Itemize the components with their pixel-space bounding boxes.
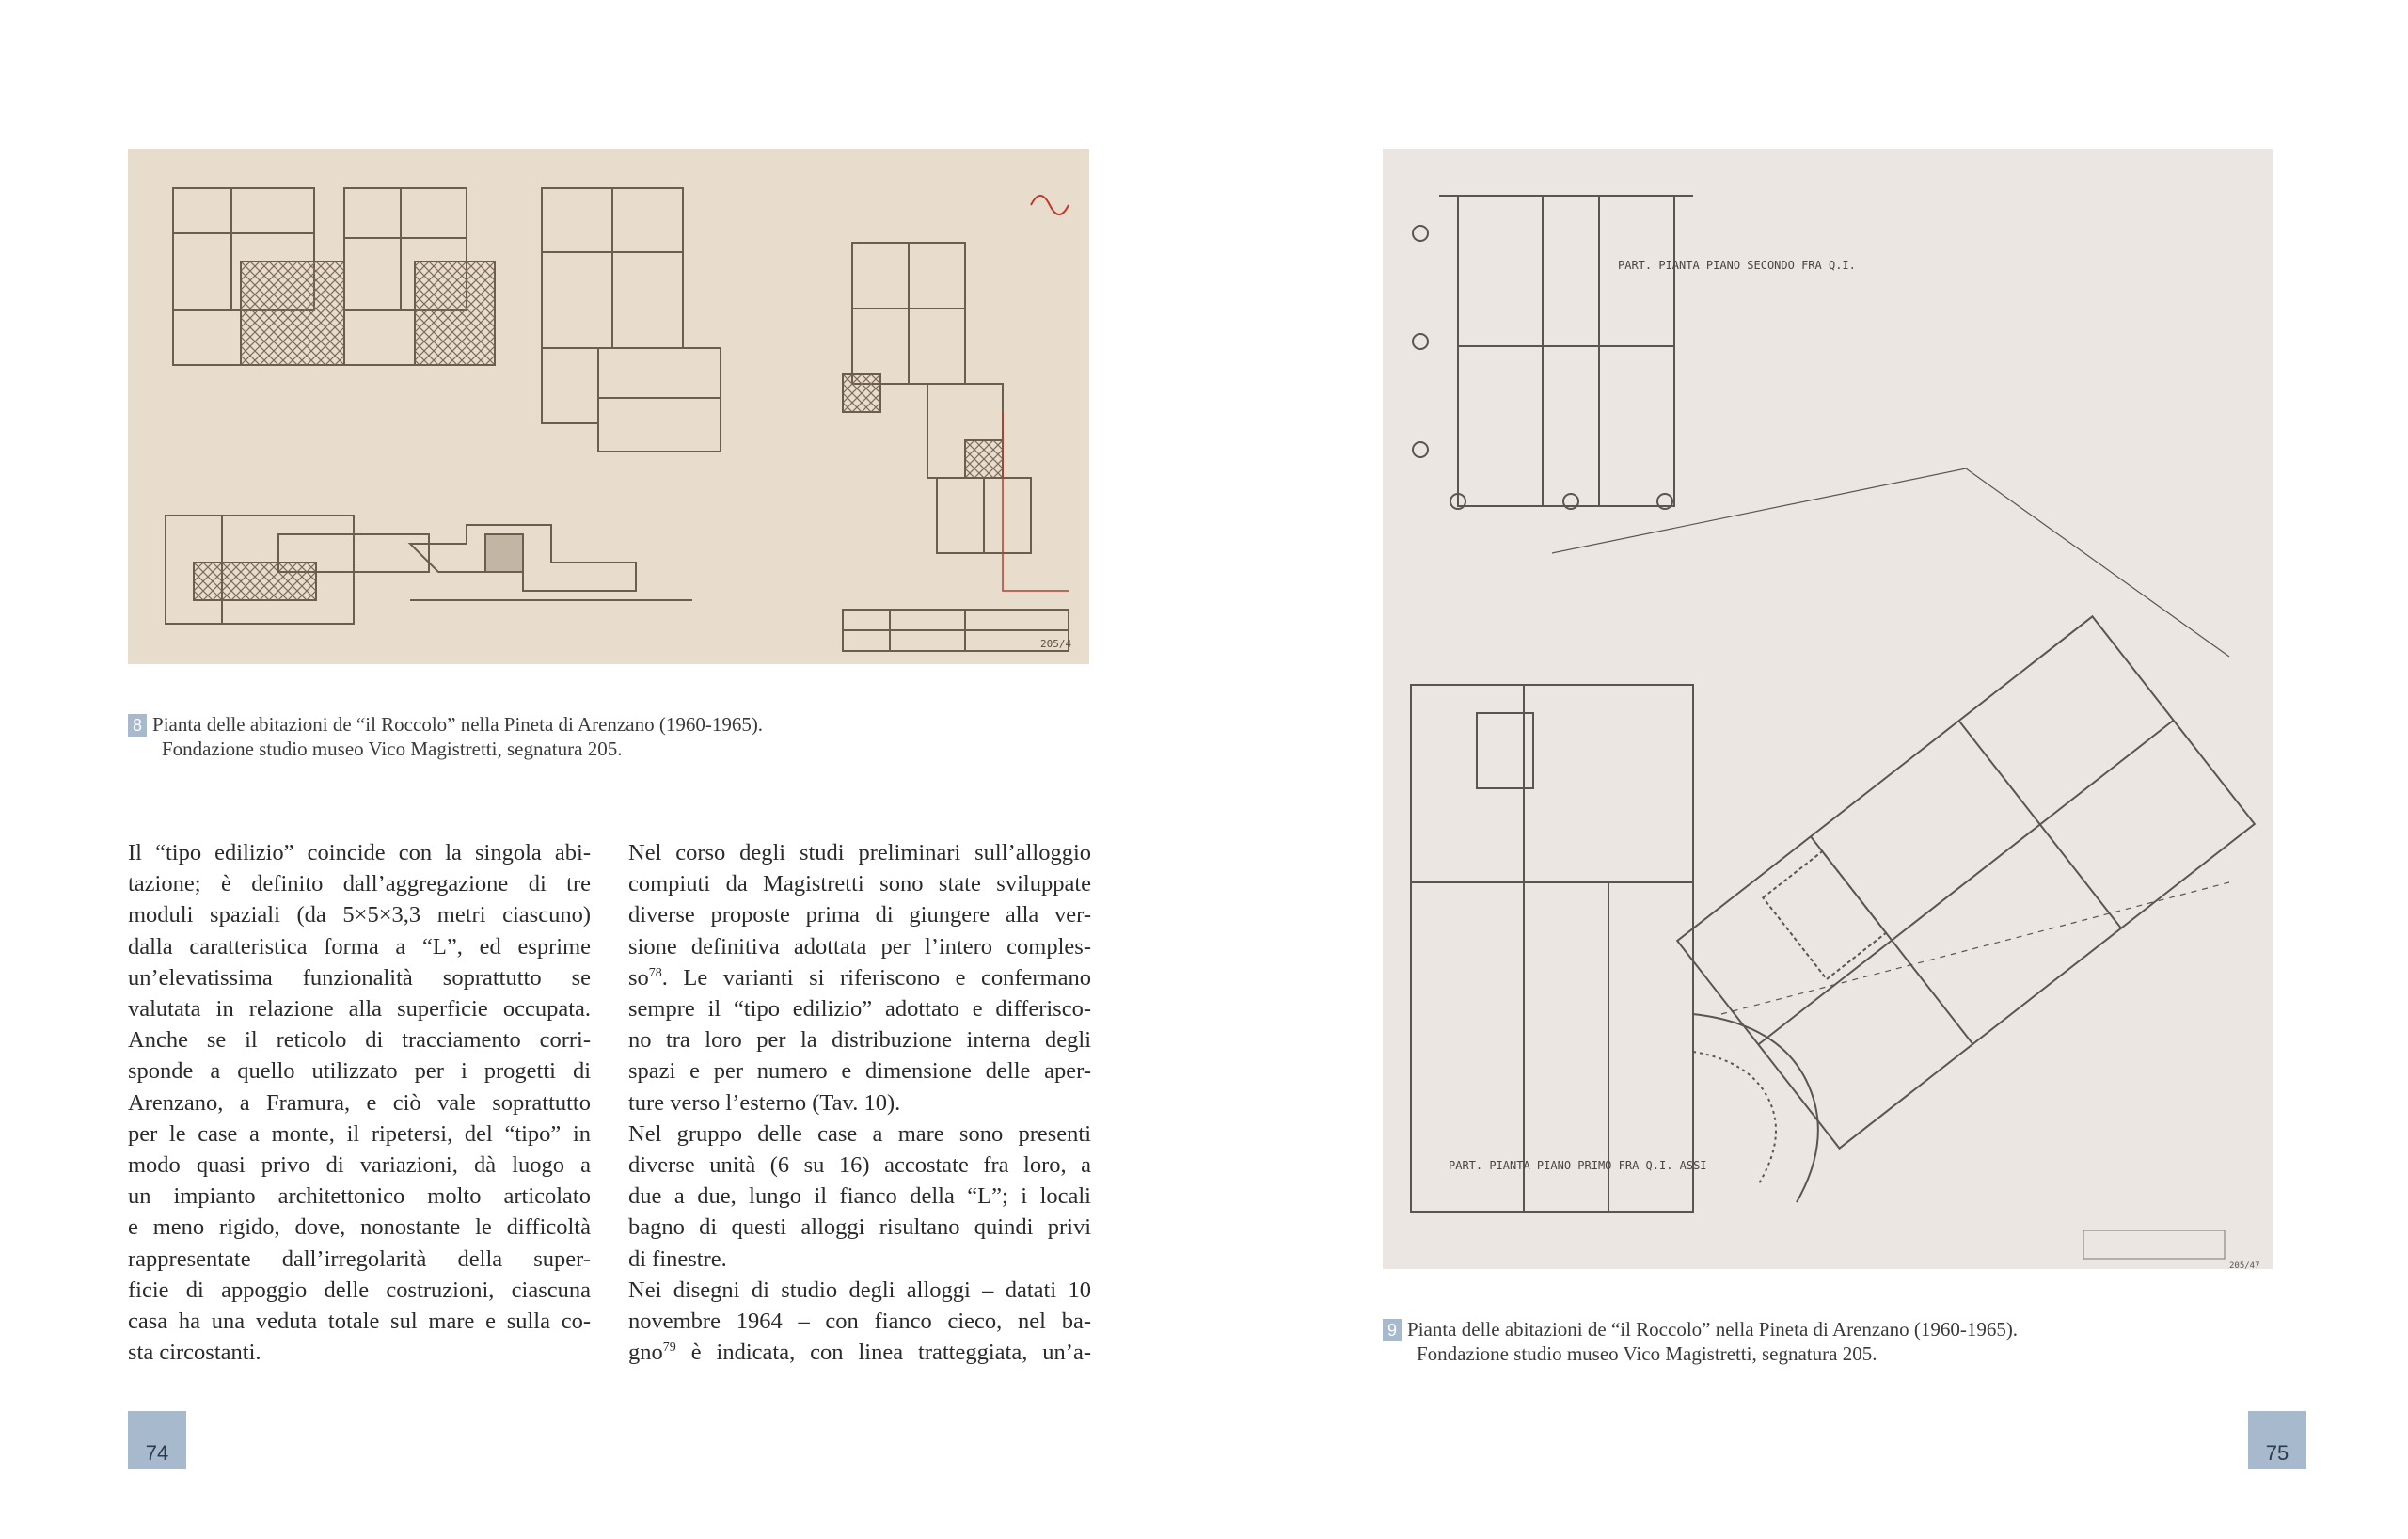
text-line: bagno di questi alloggi risultano quindi privi bbox=[628, 1214, 1091, 1241]
text-line: no tra loro per la distribuzione interna degli bbox=[628, 1027, 1091, 1054]
figure-number-badge: 9 bbox=[1383, 1319, 1402, 1341]
text-line: ture verso l’esterno (Tav. 10). bbox=[628, 1089, 901, 1116]
text-line: compiuti da Magistretti sono state sviluppate bbox=[628, 871, 1091, 897]
text-line: moduli spaziali (da 5×5×3,3 metri ciascuno) bbox=[128, 902, 591, 928]
right-paragraph-3 bbox=[628, 1275, 1091, 1369]
right-paragraph-2 bbox=[628, 1119, 1091, 1275]
text-line: spazi e per numero e dimensione delle aper- bbox=[628, 1058, 1091, 1085]
upper-plan-label: PART. PIANTA PIANO SECONDO FRA Q.I. bbox=[1618, 259, 1856, 272]
left-text-column bbox=[128, 837, 591, 1368]
sheet-number-8: 205/4 bbox=[1040, 638, 1072, 650]
text-line: sione definitiva adottata per l’intero comples- bbox=[628, 933, 1091, 960]
caption-line-1: Pianta delle abitazioni de “il Roccolo” nella Pineta di Arenzano (1960-1965). bbox=[1407, 1318, 2019, 1341]
text-line: diverse unità (6 su 16) accostate fra loro, a bbox=[628, 1152, 1091, 1179]
text-line: e meno rigido, dove, nonostante le difficoltà bbox=[128, 1214, 591, 1241]
figure-9-caption bbox=[1383, 1317, 2361, 1366]
text-line: due a due, lungo il fianco della “L”; i locali bbox=[628, 1183, 1091, 1210]
right-paragraph-1 bbox=[628, 837, 1091, 1119]
text-line: valutata in relazione alla superficie occupata. bbox=[128, 996, 591, 1023]
caption-line-1: Pianta delle abitazioni de “il Roccolo” nella Pineta di Arenzano (1960-1965). bbox=[152, 713, 764, 736]
text-line-with-footnote: gno$^{79}$ è indicata, con linea tratteggiata, un’a- bbox=[628, 1340, 1091, 1366]
caption-line-2: Fondazione studio museo Vico Magistretti, segnatura 205. bbox=[1417, 1342, 1877, 1365]
text-line: rappresentate dall’irregolarità della super- bbox=[128, 1245, 591, 1272]
text-line: di finestre. bbox=[628, 1245, 727, 1272]
text-line: modo quasi privo di variazioni, dà luogo a bbox=[128, 1152, 591, 1179]
text-line: dalla caratteristica forma a “L”, ed esprime bbox=[128, 933, 591, 960]
text-line: ficie di appoggio delle costruzioni, ciascuna bbox=[128, 1277, 591, 1303]
text-line: sempre il “tipo edilizio” adottato e differisco- bbox=[628, 996, 1091, 1023]
text-line: per le case a monte, il ripetersi, del “tipo” in bbox=[128, 1120, 591, 1147]
figure-8-sketch bbox=[128, 149, 1089, 664]
text-line: diverse proposte prima di giungere alla ver- bbox=[628, 902, 1091, 928]
figure-number-badge: 8 bbox=[128, 714, 147, 737]
footnote-ref-78: 78 bbox=[648, 965, 662, 980]
figure-8-caption bbox=[128, 712, 1097, 761]
text-line: sponde a quello utilizzato per i progetti di bbox=[128, 1058, 591, 1085]
text-line: sta circostanti. bbox=[128, 1340, 261, 1366]
text-line: tazione; è definito dall’aggregazione di tre bbox=[128, 871, 591, 897]
text-line: Anche se il reticolo di tracciamento corri- bbox=[128, 1027, 591, 1054]
text-line: Il “tipo edilizio” coincide con la singola abi- bbox=[128, 840, 591, 865]
page-number-right: 75 bbox=[2248, 1411, 2306, 1469]
footnote-ref-79: 79 bbox=[662, 1341, 676, 1356]
page-number-left: 74 bbox=[128, 1411, 186, 1469]
text-line-with-footnote: $so^{78}$. Le varianti si riferiscono e confermano bbox=[628, 964, 1091, 991]
text-line: Nel corso degli studi preliminari sull’alloggio bbox=[628, 840, 1091, 865]
sheet-number-9: 205/47 bbox=[2229, 1261, 2260, 1269]
caption-line-2: Fondazione studio museo Vico Magistretti, segnatura 205. bbox=[162, 738, 623, 760]
text-line: un impianto architettonico molto articolato bbox=[128, 1183, 591, 1210]
left-paragraph bbox=[128, 837, 591, 1368]
lower-plan-label: PART. PIANTA PIANO PRIMO FRA Q.I. ASSI bbox=[1449, 1159, 1707, 1172]
tracing-plan-drawing bbox=[1383, 149, 2273, 1269]
sketch-plan-drawing bbox=[128, 149, 1089, 664]
figure-9-plan bbox=[1383, 149, 2273, 1269]
text-line: un’elevatissima funzionalità soprattutto se bbox=[128, 964, 591, 991]
text-line: Nei disegni di studio degli alloggi – datati 10 bbox=[628, 1277, 1091, 1303]
text-line: Arenzano, a Framura, e ciò vale soprattutto bbox=[128, 1089, 591, 1116]
text-line: novembre 1964 – con fianco cieco, nel ba- bbox=[628, 1309, 1091, 1335]
text-line: casa ha una veduta totale sul mare e sulla co- bbox=[128, 1309, 591, 1335]
text-line: Nel gruppo delle case a mare sono presenti bbox=[628, 1120, 1091, 1147]
right-text-column bbox=[628, 837, 1091, 1368]
